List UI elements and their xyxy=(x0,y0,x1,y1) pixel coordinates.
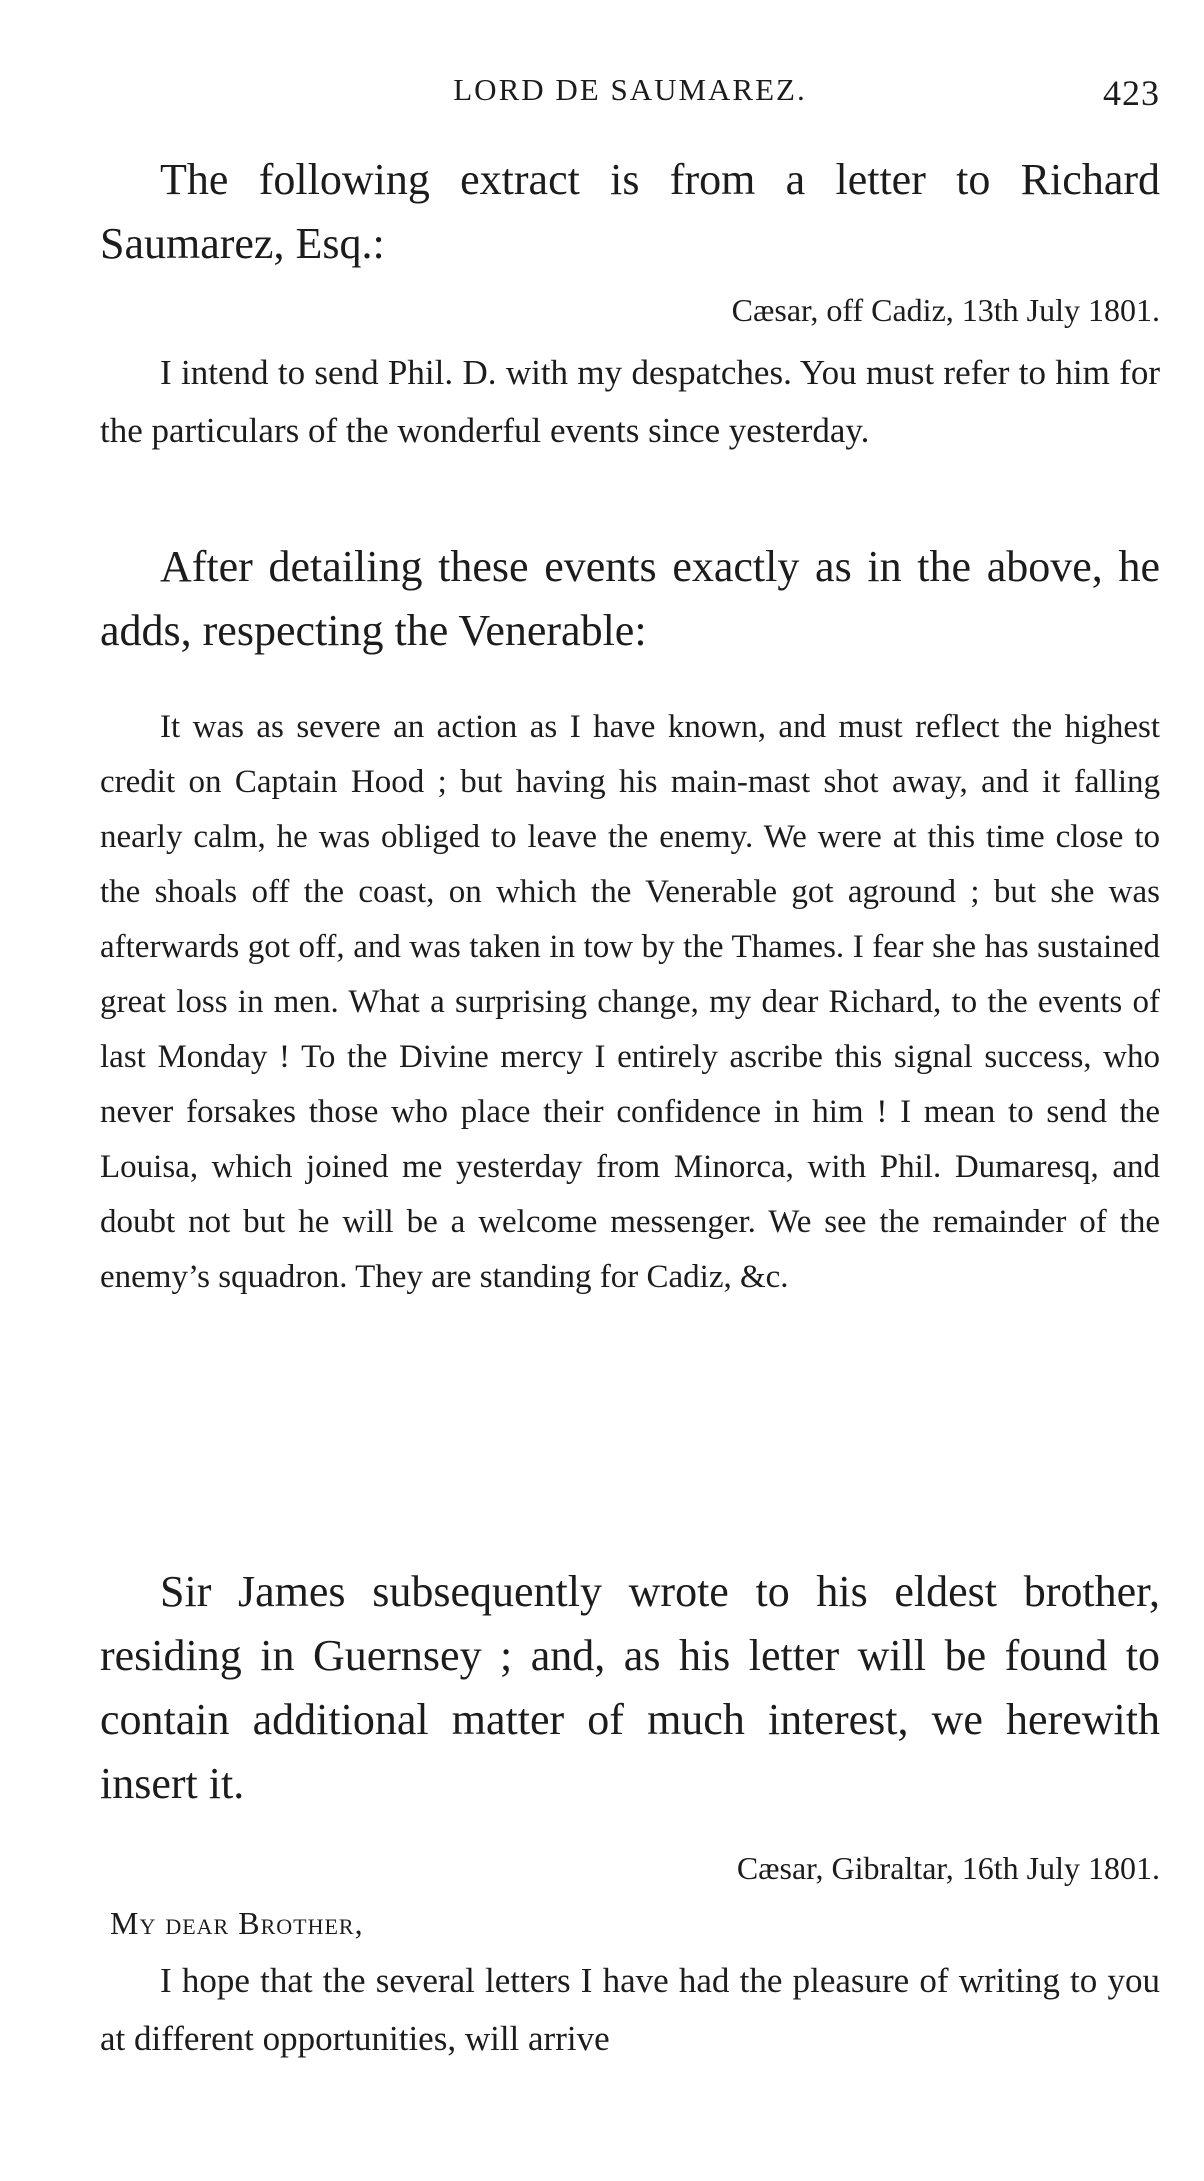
intro-paragraph: The following extract is from a letter to Richard Saumarez, Esq.: xyxy=(100,155,1160,268)
narrative-paragraph: Sir James subsequently wrote to his eldest brother, residing in Guernsey ; and, as his letter will be found to contain additional matter of much interest, we herewith insert it. xyxy=(100,1567,1160,1808)
letter-extract: It was as severe an action as I have known, and must reflect the highest credit on Captain Hood ; but having his main-mast shot away, and it falling nearly calm, he was obliged to leave the enemy. We were at this time close to the shoals off the coast, on which the Venerable got aground ; but she was afterwards got off, and was taken in tow by the Thames. I fear she has sustained great loss in men. What a surprising change, my dear Richard, to the events of last Monday ! To the Divine mercy I entirely ascribe this signal success, who never forsakes those who place their confidence in him ! I mean to send the Louisa, which joined me yesterday from Minorca, with Phil. Dumaresq, and doubt not but he will be a welcome messenger. We see the remainder of the enemy’s squadron. They are standing for Cadiz, &c. xyxy=(100,709,1160,1295)
page-number: 423 xyxy=(1103,73,1160,113)
running-title: LORD DE SAUMAREZ. xyxy=(453,72,807,107)
running-head xyxy=(100,72,1160,122)
letter-dateline: Cæsar, off Cadiz, 13th July 1801. xyxy=(731,292,1160,328)
letter-body: I intend to send Phil. D. with my despatches. You must refer to him for the particulars of the wonderful events since yesterday. xyxy=(100,353,1160,450)
transition-paragraph: After detailing these events exactly as in the above, he adds, respecting the Venerable: xyxy=(100,542,1160,655)
letter-salutation: My dear Brother, xyxy=(110,1905,364,1941)
second-letter-body: I hope that the several letters I have had the pleasure of writing to you at different opportunities, will arrive xyxy=(100,1961,1160,2058)
second-letter-dateline: Cæsar, Gibraltar, 16th July 1801. xyxy=(736,1850,1160,1886)
